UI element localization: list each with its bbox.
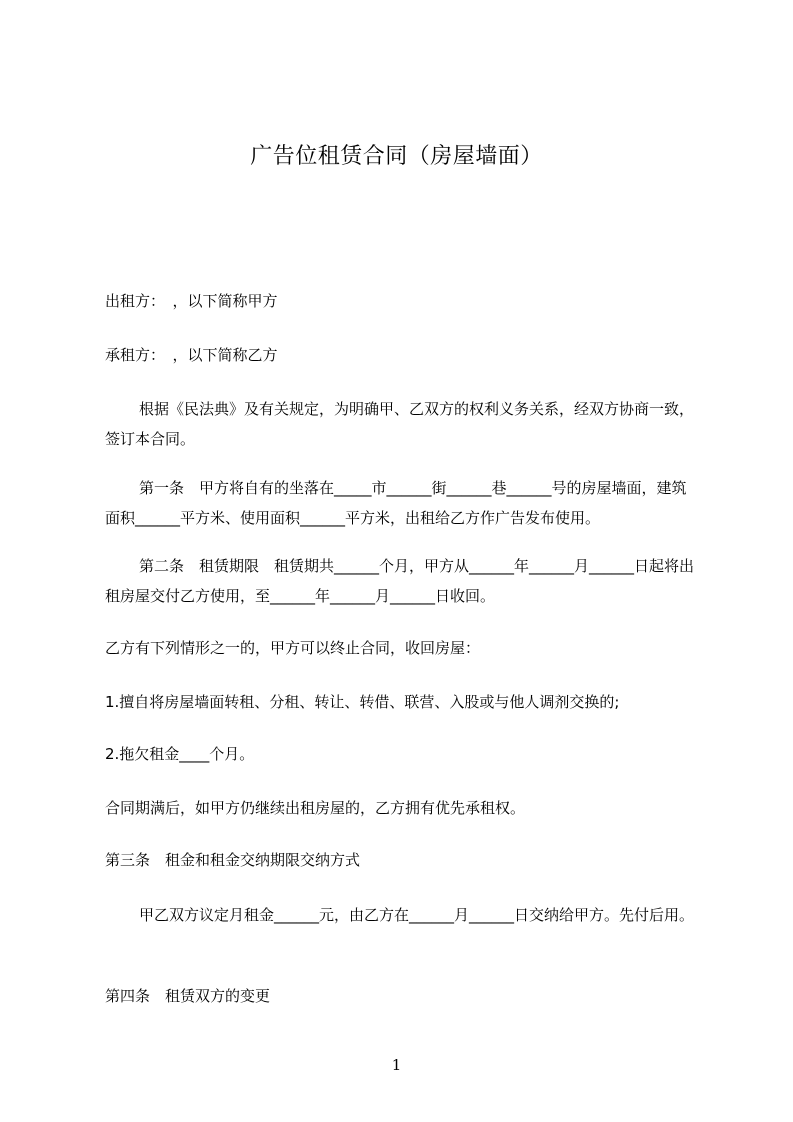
renewal-paragraph: 合同期满后，如甲方仍继续出租房屋的，乙方拥有优先承租权。: [105, 799, 526, 817]
article-2-paragraph: 第二条 租赁期限 租赁期共______个月，甲方从______年______月______日起将出租房屋交付乙方使用，至______年______月______日收回。: [105, 557, 695, 605]
article-3-paragraph: 甲乙双方议定月租金______元，由乙方在______月______日交纳给甲方。先付后用。: [139, 906, 695, 924]
article-3-heading: 第三条 租金和租金交纳期限交纳方式: [105, 851, 361, 869]
document-title: 广告位租赁合同（房屋墙面）: [250, 144, 543, 169]
preamble-paragraph: 根据《民法典》及有关规定，为明确甲、乙双方的权利义务关系，经双方协商一致，签订本合同。: [105, 400, 695, 448]
page-number: 1: [391, 1056, 402, 1074]
lessor-line: 出租方： ，以下简称甲方: [105, 292, 278, 310]
termination-intro: 乙方有下列情形之一的，甲方可以终止合同，收回房屋：: [105, 639, 481, 657]
article-1-paragraph: 第一条 甲方将自有的坐落在_____市______街______巷______号的房屋墙面，建筑面积______平方米、使用面积______平方米，出租给乙方作广告发布使用。: [105, 479, 687, 527]
list-item-1: 1.擅自将房屋墙面转租、分租、转让、转借、联营、入股或与他人调剂交换的;: [105, 693, 620, 711]
article-4-heading: 第四条 租赁双方的变更: [105, 987, 271, 1005]
list-item-2: 2.拖欠租金____个月。: [105, 745, 255, 763]
lessee-line: 承租方： ，以下简称乙方: [105, 346, 278, 364]
